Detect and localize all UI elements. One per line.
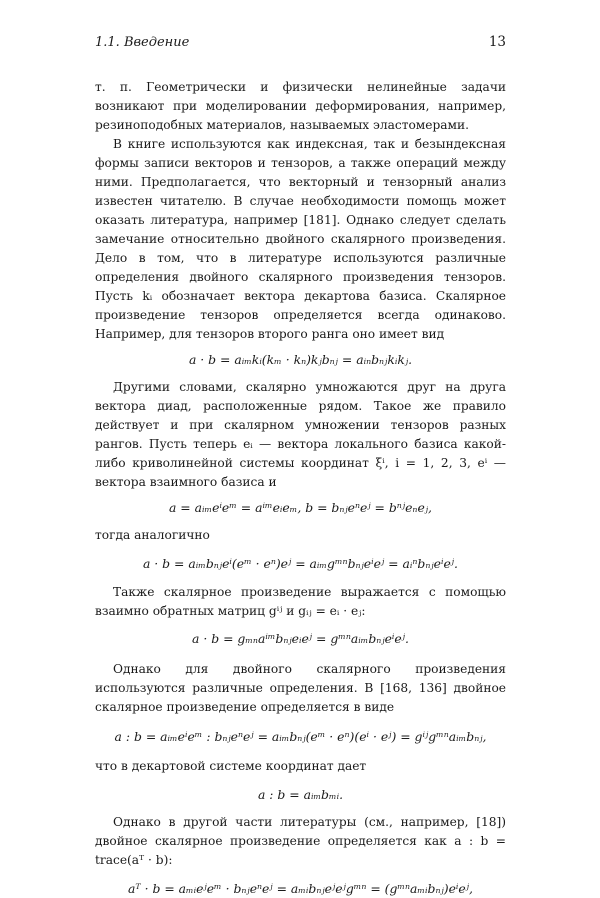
paragraph-8: Однако в другой части литературы (см., например, [18]) двойное скалярное произведение определяется как a : b = trace(aᵀ · b): — [95, 815, 506, 867]
paragraph-1: т. п. Геометрически и физически нелинейные задачи возникают при моделировании деформирования, например, резиноподобных материалов, называемых эластомерами. — [95, 80, 506, 132]
equation-5: a : b = aᵢₘeⁱeᵐ : bₙⱼeⁿeʲ = aᵢₘbₙⱼ(eᵐ · eⁿ)(eⁱ · eʲ) = gⁱʲgᵐⁿaᵢₘbₙⱼ, — [114, 729, 487, 744]
paragraph-2: В книге используются как индексная, так и безындексная формы записи векторов и тензоров, а также операций между ними. Предполагается, что векторный и тензорный анализ известен читателю. В случае необходимости помощь может оказать литература, например [181]. Однако следует сделать замечание относительно двойного скалярного произведения. Дело в том, что в литературе используются различные определения двойного скалярного произведения тензоров. Пусть kᵢ обозначает вектора декартова базиса. Скалярное произведение тензоров определяется всегда одинаково. Например, для тензоров второго ранга оно имеет вид — [95, 137, 506, 341]
running-head — [95, 34, 506, 56]
paragraph-7: что в декартовой системе координат дает — [95, 759, 367, 773]
equation-7: aᵀ · b = aₘᵢeʲeᵐ · bₙⱼeⁿeʲ = aₘᵢbₙⱼeʲeʲgᵐⁿ = (gᵐⁿaₘᵢbₙⱼ)eⁱeʲ, — [128, 881, 473, 896]
page-body — [95, 78, 506, 898]
page-number: 13 — [488, 34, 506, 50]
paragraph-6: Однако для двойного скалярного произведения используются различные определения. В [168, 136] двойное скалярное произведение определяется в виде — [95, 662, 506, 714]
paragraph-4: тогда аналогично — [95, 528, 210, 542]
paragraph-5: Также скалярное произведение выражается с помощью взаимно обратных матриц gⁱʲ и gᵢⱼ = eᵢ · eⱼ: — [95, 585, 506, 618]
equation-1: a · b = aᵢₘkᵢ(kₘ · kₙ)kⱼbₙⱼ = aᵢₙbₙⱼkᵢkⱼ. — [188, 352, 413, 367]
equation-6: a : b = aᵢₘbₘᵢ. — [257, 787, 344, 802]
section-title: 1.1. Введение — [95, 35, 190, 50]
equation-3: a · b = aᵢₘbₙⱼeⁱ(eᵐ · eⁿ)eʲ = aᵢₘgᵐⁿbₙⱼeⁱeʲ = aᵢⁿbₙⱼeⁱeʲ. — [142, 556, 458, 571]
equation-4: a · b = gₘₙaⁱᵐbₙⱼeᵢeʲ = gᵐⁿaᵢₘbₙⱼeⁱeʲ. — [192, 631, 409, 646]
equation-2: a = aᵢₘeⁱeᵐ = aⁱᵐeᵢeₘ, b = bₙⱼeⁿeʲ = bⁿʲeₙeⱼ, — [168, 500, 433, 515]
paragraph-3: Другими словами, скалярно умножаются друг на друга вектора диад, расположенные рядом. Такое же правило действует и при скалярном умножении тензоров разных рангов. Пусть теперь eᵢ — вектора локального базиса какой-либо криволинейной системы координат ξⁱ, i = 1, 2, 3, eⁱ — вектора взаимного базиса и — [95, 380, 506, 489]
